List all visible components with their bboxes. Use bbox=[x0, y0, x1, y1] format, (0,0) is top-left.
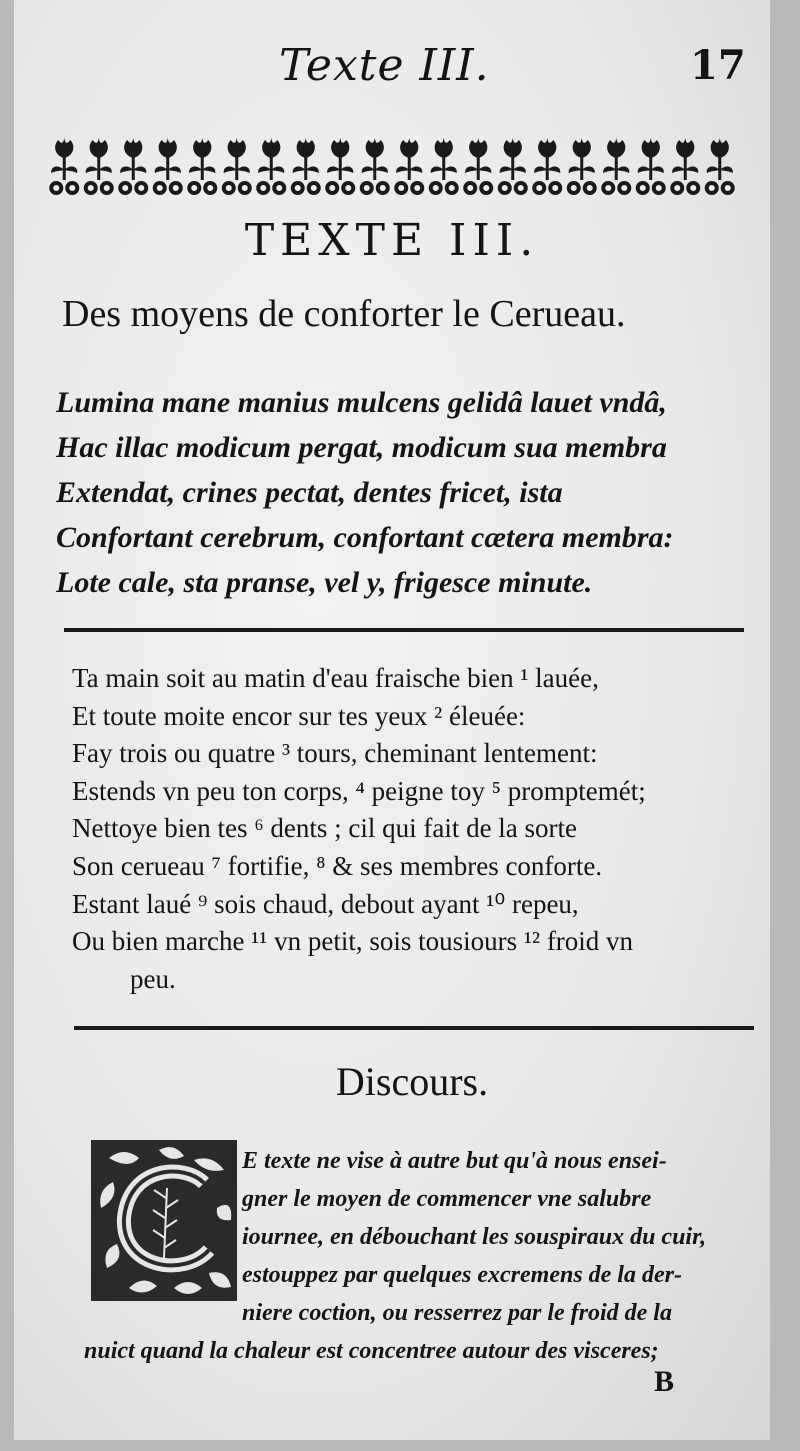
fleuron-icon bbox=[532, 138, 562, 195]
discours-body bbox=[84, 1142, 774, 1370]
fleuron-icon bbox=[601, 138, 631, 195]
latin-line: Hac illac modicum pergat, modicum sua membra bbox=[56, 431, 667, 464]
fleuron-icon bbox=[636, 138, 666, 195]
signature-mark: B bbox=[654, 1365, 675, 1398]
latin-line: Extendat, crines pectat, dentes fricet, ista bbox=[56, 476, 563, 509]
chapter-title: TEXTE III. bbox=[244, 215, 540, 266]
discours-line: gner le moyen de commencer vne salubre bbox=[242, 1186, 652, 1212]
horizontal-rule bbox=[64, 628, 744, 632]
french-line: peu. bbox=[130, 963, 176, 994]
latin-line: Lote cale, sta pranse, vel y, frigesce minute. bbox=[56, 566, 593, 599]
french-line: Estant laué ⁹ sois chaud, debout ayant ¹⁰ repeu, bbox=[72, 888, 579, 919]
discours-line: E texte ne vise à autre but qu'à nous ensei- bbox=[242, 1148, 667, 1174]
fleuron-icon bbox=[222, 138, 252, 195]
fleuron-icon bbox=[49, 138, 79, 195]
fleuron-icon bbox=[84, 138, 114, 195]
fleuron-icon bbox=[394, 138, 424, 195]
french-line: Nettoye bien tes ⁶ dents ; cil qui fait de la sorte bbox=[72, 813, 578, 844]
french-line: Fay trois ou quatre ³ tours, cheminant lentement: bbox=[72, 738, 598, 769]
latin-verse bbox=[56, 380, 756, 605]
french-verse bbox=[72, 660, 772, 998]
discours-heading: Discours. bbox=[335, 1059, 489, 1104]
running-title: Texte III. bbox=[279, 40, 490, 91]
french-line: Et toute moite encor sur tes yeux ² éleuée: bbox=[72, 700, 526, 731]
latin-line: Confortant cerebrum, confortant cætera membra: bbox=[56, 521, 674, 554]
fleuron-icon bbox=[256, 138, 286, 195]
fleuron-icon bbox=[153, 138, 183, 195]
french-line: Ta main soit au matin d'eau fraische bien ¹ lauée, bbox=[72, 663, 599, 693]
horizontal-rule bbox=[74, 1026, 754, 1030]
discours-line: niere coction, ou resserrez par le froid de la bbox=[242, 1300, 672, 1326]
discours-line: nuict quand la chaleur est concentree autour des visceres; bbox=[84, 1338, 659, 1364]
fleuron-icon bbox=[705, 138, 735, 195]
discours-line: estouppez par quelques excremens de la der- bbox=[242, 1262, 682, 1288]
french-line: Son cerueau ⁷ fortifie, ⁸ & ses membres conforte. bbox=[72, 850, 603, 881]
latin-line: Lumina mane manius mulcens gelidâ lauet vndâ, bbox=[56, 386, 667, 419]
french-line: Ou bien marche ¹¹ vn petit, sois tousiours ¹² froid vn bbox=[72, 926, 634, 957]
fleuron-icon bbox=[670, 138, 700, 195]
fleuron-icon bbox=[498, 138, 528, 195]
fleuron-icon bbox=[325, 138, 355, 195]
fleuron-icon bbox=[429, 138, 459, 195]
page-number: 17 bbox=[690, 42, 746, 89]
fleuron-icon bbox=[463, 138, 493, 195]
discours-line: iournee, en débouchant les souspiraux du cuir, bbox=[242, 1224, 707, 1250]
fleuron-icon bbox=[118, 138, 148, 195]
running-head bbox=[14, 38, 770, 98]
fleuron-icon bbox=[187, 138, 217, 195]
fleuron-ornament-band bbox=[47, 128, 737, 200]
fleuron-icon bbox=[291, 138, 321, 195]
chapter-subtitle: Des moyens de conforter le Cerueau. bbox=[62, 293, 626, 335]
fleuron-icon bbox=[567, 138, 597, 195]
fleuron-icon bbox=[360, 138, 390, 195]
book-page bbox=[14, 0, 770, 1440]
french-line: Estends vn peu ton corps, ⁴ peigne toy ⁵ promptemét; bbox=[72, 775, 646, 806]
